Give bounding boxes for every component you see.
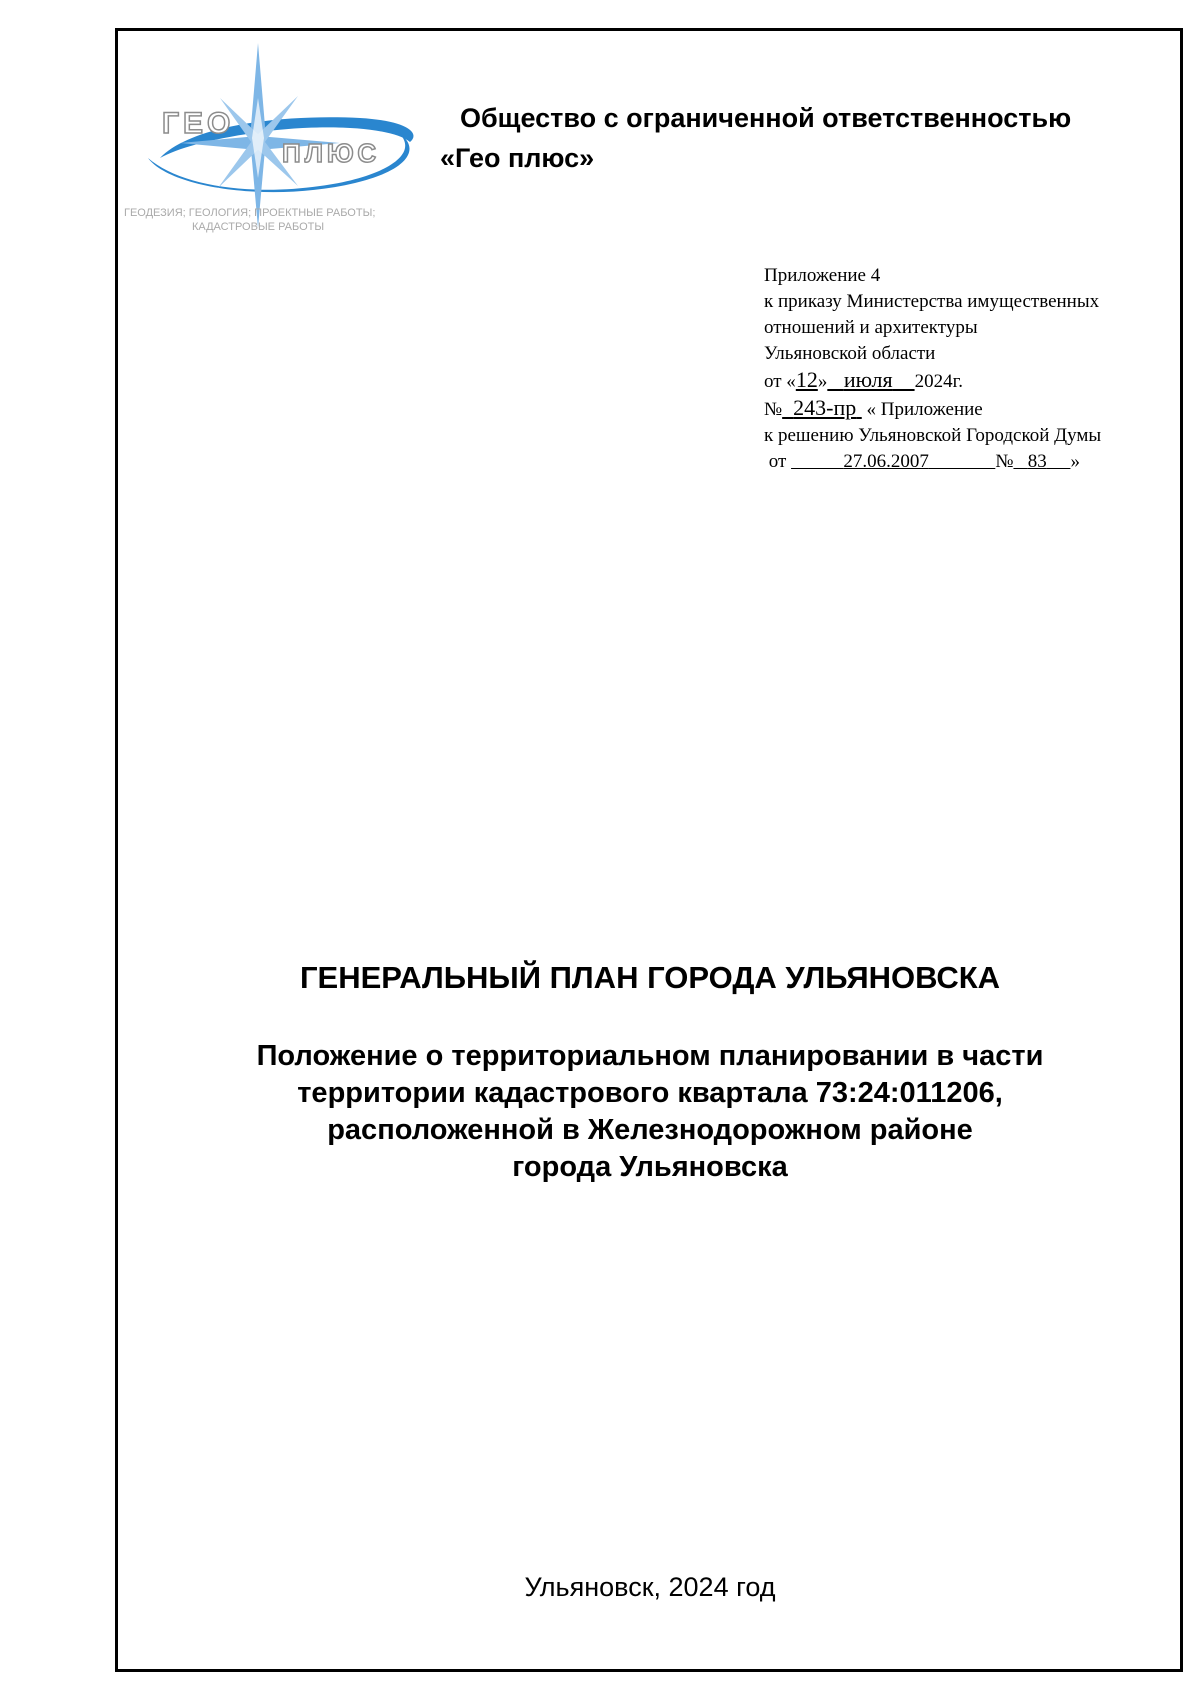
appendix-date-line [764,367,1164,395]
order-number [782,395,862,420]
decision-number-prefix: № [995,451,1014,472]
logo-word-top: ГЕО [162,107,235,140]
logo-caption-line2: КАДАСТРОВЫЕ РАБОТЫ [192,221,325,233]
org-line2: «Гео плюс» [440,143,595,173]
decision-date [791,451,995,472]
organization-name [440,98,1160,178]
decision-suffix: » [1070,451,1080,472]
appendix-line2: к приказу Министерства имущественных [764,291,1100,312]
appendix-block [764,263,1164,475]
date-day-suffix: » [817,371,828,392]
appendix-line4: Ульяновской области [764,343,936,364]
number-suffix: « Приложение [866,399,983,420]
date-year: 2024г. [914,371,963,392]
appendix-line3: отношений и архитектуры [764,317,978,338]
document-title: ГЕНЕРАЛЬНЫЙ ПЛАН ГОРОДА УЛЬЯНОВСКА [299,960,1001,995]
date-month [827,367,914,392]
appendix-decision-line [764,449,1164,475]
number-prefix: № [764,399,783,420]
decision-prefix: от [768,451,787,472]
subtitle-line2: территории кадастрового квартала 73:24:011206, [297,1077,1003,1109]
org-line1: Общество с ограниченной ответственностью [460,103,1072,133]
date-month-text: июля [843,367,893,392]
decision-date-text: 27.06.2007 [843,451,929,472]
date-day: 12 [795,367,818,392]
place-and-year: Ульяновск, 2024 год [524,1572,776,1602]
subtitle-line1: Положение о территориальном планировании в части [256,1040,1044,1072]
logo-caption-line1: ГЕОДЕЗИЯ; ГЕОЛОГИЯ; ПРОЕКТНЫЕ РАБОТЫ; [124,207,376,219]
subtitle-line4: города Ульяновска [512,1151,788,1183]
subtitle-line3: расположенной в Железнодорожном районе [327,1114,973,1146]
decision-number-text: 83 [1027,451,1047,472]
document-subtitle [120,1038,1180,1186]
order-number-text: 243-пр [793,395,857,420]
appendix-number-line [764,395,1164,423]
logo-word-bottom: ПЛЮС [282,138,381,168]
appendix-line7: к решению Ульяновской Городской Думы [764,425,1102,446]
company-logo [120,38,440,238]
date-prefix: от « [764,371,796,392]
decision-number [1013,451,1070,472]
appendix-line1: Приложение 4 [764,265,881,286]
title-block [120,958,1180,1186]
